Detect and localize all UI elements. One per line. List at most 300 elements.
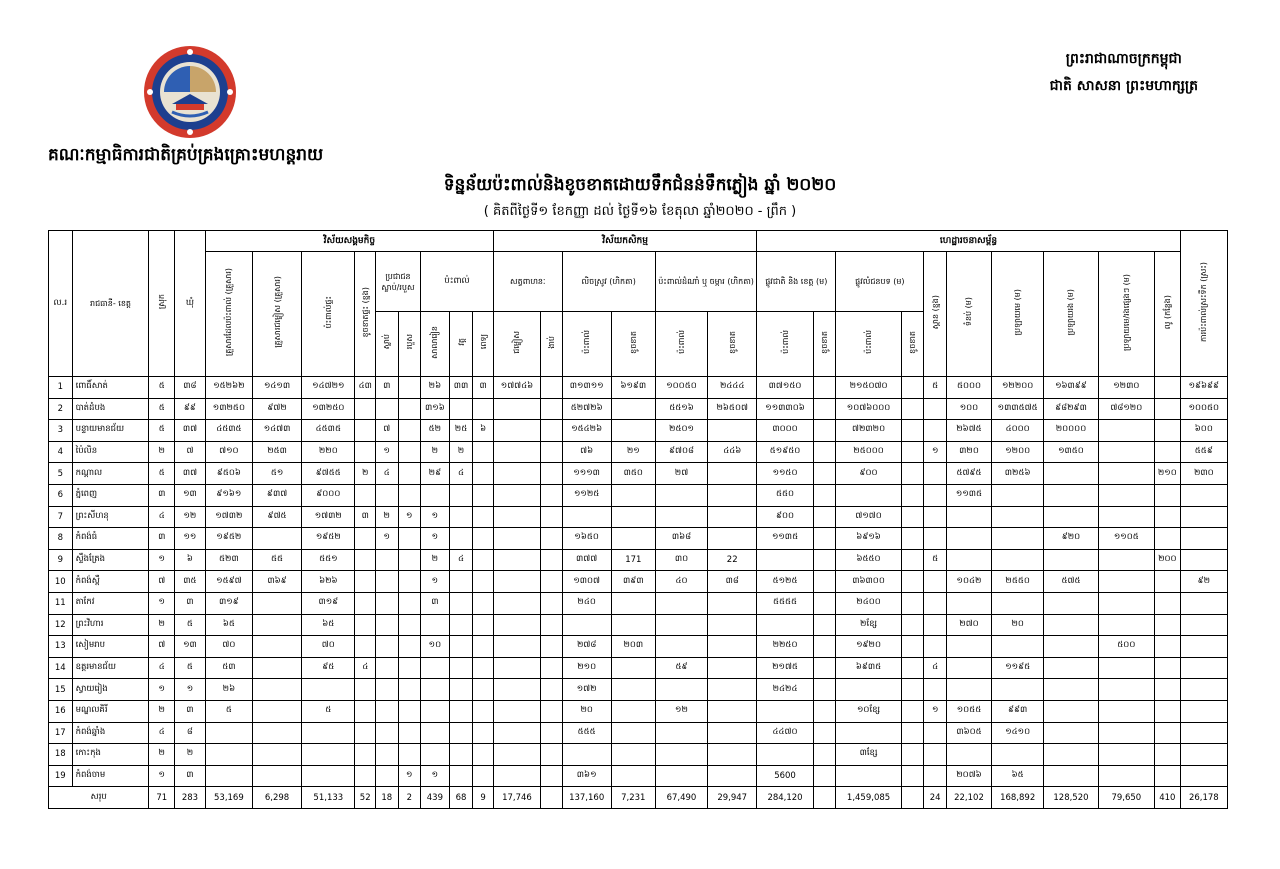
table-cell: ៤: [149, 657, 175, 679]
table-cell: ១១៣៣០៦: [757, 398, 813, 420]
table-cell: ២០០: [1155, 549, 1181, 571]
table-cell: ៦៩១៦: [836, 528, 902, 550]
row-number: 14: [49, 657, 73, 679]
table-cell: [901, 528, 924, 550]
table-cell: ១១៣៥: [757, 528, 813, 550]
table-cell: ១០ខ្សែ: [836, 700, 902, 722]
table-cell: ១: [375, 441, 398, 463]
row-number: 8: [49, 528, 73, 550]
table-cell: ៥៧៩៥: [946, 463, 991, 485]
table-cell: ៤: [449, 463, 473, 485]
table-cell: [708, 420, 757, 442]
table-cell: ១២២០០: [992, 377, 1044, 399]
table-cell: [813, 528, 836, 550]
table-cell: [398, 679, 421, 701]
col-ponds: ការប៉ះពាល់ស្រះទឹក (ស្រះ): [1180, 231, 1227, 377]
table-cell: [1098, 744, 1154, 766]
col-rural-road-damaged: ខូចខាត: [901, 312, 924, 377]
table-cell: ២៤០: [562, 592, 611, 614]
table-cell: [1098, 506, 1154, 528]
group-infra: ហេដ្ឋារចនាសម្ព័ន្ធ: [757, 231, 1180, 252]
table-cell: ២០: [992, 614, 1044, 636]
table-cell: [1180, 549, 1227, 571]
table-cell: [813, 614, 836, 636]
table-cell: [813, 636, 836, 658]
flood-impact-table: [48, 230, 1228, 809]
table-cell: [541, 463, 563, 485]
table-cell: ២៦: [205, 679, 252, 701]
table-row: [49, 722, 1228, 744]
table-cell: ៧: [149, 636, 175, 658]
row-number: 12: [49, 614, 73, 636]
col-rural-road-affected: ប៉ះពាល់: [836, 312, 902, 377]
table-cell: ៦៥៥០: [836, 549, 902, 571]
table-cell: ១១០៥: [1098, 528, 1154, 550]
table-cell: ៩៧៥: [252, 506, 301, 528]
table-cell: [1180, 700, 1227, 722]
table-cell: [813, 506, 836, 528]
table-cell: ២៧៨: [562, 636, 611, 658]
table-cell: ៧៨១២០: [1098, 398, 1154, 420]
table-cell: ១១៩៥: [992, 657, 1044, 679]
table-cell: [1098, 549, 1154, 571]
table-row: [49, 614, 1228, 636]
table-cell: [611, 765, 655, 787]
table-cell: [421, 744, 450, 766]
table-cell: ៤០០០: [992, 420, 1044, 442]
table-cell: [757, 744, 813, 766]
table-cell: ១៤៧២១: [302, 377, 355, 399]
table-cell: [1155, 744, 1181, 766]
table-cell: [493, 700, 540, 722]
total-cell: [541, 787, 563, 809]
total-cell: [813, 787, 836, 809]
table-cell: [252, 744, 301, 766]
table-cell: ៣២៥៦: [992, 463, 1044, 485]
table-cell: ១៥៤២៦: [562, 420, 611, 442]
table-cell: ៩៧២: [252, 398, 301, 420]
table-cell: [355, 549, 376, 571]
table-cell: ១: [398, 765, 421, 787]
table-cell: [1044, 592, 1098, 614]
table-cell: ៦៥: [992, 765, 1044, 787]
table-cell: [398, 636, 421, 658]
total-cell: [901, 787, 924, 809]
table-cell: ១១៣៥: [946, 484, 991, 506]
table-cell: ២: [149, 700, 175, 722]
row-number: 6: [49, 484, 73, 506]
table-cell: [655, 636, 707, 658]
col-dead: ស្លាប់: [375, 312, 398, 377]
table-cell: [398, 549, 421, 571]
table-cell: [493, 398, 540, 420]
table-cell: [946, 744, 991, 766]
table-cell: ៥១: [252, 463, 301, 485]
table-cell: ១០៥៥: [946, 700, 991, 722]
table-cell: ១០: [421, 636, 450, 658]
table-cell: ៥: [149, 377, 175, 399]
table-cell: [541, 765, 563, 787]
table-cell: ១: [175, 679, 206, 701]
total-cell: 2: [398, 787, 421, 809]
table-cell: ៣ខ្សែ: [836, 744, 902, 766]
table-cell: [252, 528, 301, 550]
table-cell: [924, 463, 947, 485]
table-cell: [473, 571, 494, 593]
table-cell: [901, 679, 924, 701]
table-cell: ១: [924, 441, 947, 463]
table-cell: ៣៦៣០០: [836, 571, 902, 593]
table-cell: ៥: [302, 700, 355, 722]
table-cell: [813, 657, 836, 679]
table-cell: [836, 679, 902, 701]
total-cell: 283: [175, 787, 206, 809]
col-crop-damaged: ខូចខាត: [708, 312, 757, 377]
table-cell: [473, 636, 494, 658]
col-houses-damaged: ខូចខាតផ្ទះ (ខ្នង): [355, 252, 376, 377]
table-cell: ៤: [355, 657, 376, 679]
table-cell: [355, 571, 376, 593]
table-row: [49, 700, 1228, 722]
table-cell: [398, 377, 421, 399]
table-cell: ៥៥៩: [1180, 441, 1227, 463]
table-cell: ៤: [149, 506, 175, 528]
table-cell: [375, 614, 398, 636]
table-cell: [901, 700, 924, 722]
province-name: កំពង់ស្ពឺ: [72, 571, 149, 593]
table-cell: [611, 657, 655, 679]
table-cell: ១៤១០: [992, 722, 1044, 744]
table-cell: [541, 700, 563, 722]
table-cell: [1155, 679, 1181, 701]
table-cell: ១៦៣៩៩: [1044, 377, 1098, 399]
table-cell: ៣: [175, 700, 206, 722]
table-cell: ៣៥០: [611, 463, 655, 485]
table-cell: ២៥៥០: [992, 571, 1044, 593]
table-cell: ២២៥០: [757, 636, 813, 658]
total-cell: 51,133: [302, 787, 355, 809]
table-cell: ៥៥១: [302, 549, 355, 571]
table-cell: [611, 700, 655, 722]
table-cell: [1044, 765, 1098, 787]
kingdom-motto: [1050, 46, 1198, 100]
table-cell: [992, 528, 1044, 550]
table-cell: [1180, 506, 1227, 528]
table-cell: ៥៣: [205, 657, 252, 679]
table-cell: [992, 636, 1044, 658]
table-cell: ២៥: [449, 420, 473, 442]
table-cell: [1098, 592, 1154, 614]
table-cell: [946, 636, 991, 658]
table-cell: [1044, 744, 1098, 766]
total-cell: 68: [449, 787, 473, 809]
ncdm-logo: [142, 44, 238, 140]
table-cell: [1155, 420, 1181, 442]
table-cell: ២: [149, 441, 175, 463]
table-cell: [901, 657, 924, 679]
table-cell: [355, 528, 376, 550]
table-cell: ២៥០០០: [836, 441, 902, 463]
table-cell: [813, 549, 836, 571]
row-number: 17: [49, 722, 73, 744]
table-cell: [541, 420, 563, 442]
table-cell: [611, 744, 655, 766]
table-cell: [355, 679, 376, 701]
row-number: 11: [49, 592, 73, 614]
table-cell: [611, 484, 655, 506]
table-cell: [493, 657, 540, 679]
table-cell: [398, 700, 421, 722]
total-cell: 52: [355, 787, 376, 809]
table-cell: ៣៦៨: [655, 528, 707, 550]
table-cell: ៤៥៣៥: [205, 420, 252, 442]
province-name: ព្រះវិហារ: [72, 614, 149, 636]
table-cell: [1044, 679, 1098, 701]
table-cell: [1098, 420, 1154, 442]
table-cell: [541, 614, 563, 636]
table-row: [49, 441, 1228, 463]
table-cell: [836, 765, 902, 787]
col-district: ស្រុក: [149, 231, 175, 377]
table-cell: [421, 700, 450, 722]
table-row: [49, 420, 1228, 442]
col-bridges: ស្ពាន (ខ្នង): [924, 252, 947, 377]
table-cell: [541, 679, 563, 701]
province-name: កណ្ដាល: [72, 463, 149, 485]
col-pagodas: វត្ត: [449, 312, 473, 377]
table-cell: [708, 744, 757, 766]
table-row: [49, 636, 1228, 658]
table-cell: ១៧៣២: [302, 506, 355, 528]
table-cell: [541, 549, 563, 571]
table-cell: [398, 528, 421, 550]
table-cell: ៣: [149, 528, 175, 550]
row-number: 16: [49, 700, 73, 722]
table-cell: ៣៩៣: [611, 571, 655, 593]
table-cell: ២២០: [302, 441, 355, 463]
kingdom-line-2: ជាតិ សាសនា ព្រះមហាក្សត្រ: [1049, 78, 1198, 94]
table-cell: ៣១៩: [205, 592, 252, 614]
table-cell: [375, 744, 398, 766]
table-cell: [493, 592, 540, 614]
table-cell: [708, 700, 757, 722]
total-cell: 137,160: [562, 787, 611, 809]
table-cell: [924, 420, 947, 442]
table-cell: [813, 679, 836, 701]
table-cell: ៤៥៣៥: [302, 420, 355, 442]
table-cell: [1180, 679, 1227, 701]
table-cell: ១៣: [175, 484, 206, 506]
table-cell: [375, 549, 398, 571]
table-cell: [398, 463, 421, 485]
province-name: ឧត្ដរមានជ័យ: [72, 657, 149, 679]
col-injured: របួស: [398, 312, 421, 377]
table-cell: ៤៤៧០: [757, 722, 813, 744]
table-cell: [1155, 398, 1181, 420]
col-culverts: លូ (កន្លែង): [1155, 252, 1181, 377]
table-cell: [1044, 614, 1098, 636]
table-cell: [611, 614, 655, 636]
table-cell: [398, 744, 421, 766]
table-cell: ១: [924, 700, 947, 722]
table-cell: ៣៧១៥០: [757, 377, 813, 399]
table-cell: ៧១០: [205, 441, 252, 463]
province-name: កំពង់ចាម: [72, 765, 149, 787]
table-cell: [924, 506, 947, 528]
table-cell: ៧០: [205, 636, 252, 658]
table-cell: [655, 722, 707, 744]
total-cell: 284,120: [757, 787, 813, 809]
table-cell: [449, 571, 473, 593]
table-cell: ៥២៣: [205, 549, 252, 571]
table-cell: ៦០០: [1180, 420, 1227, 442]
table-cell: [924, 679, 947, 701]
table-cell: [813, 765, 836, 787]
table-cell: [655, 506, 707, 528]
table-cell: ១៩២០: [836, 636, 902, 658]
table-row: [49, 398, 1228, 420]
table-cell: [541, 398, 563, 420]
table-cell: [1098, 722, 1154, 744]
col-houses: ប៉ះពាល់ផ្ទះ: [302, 252, 355, 377]
table-cell: ១: [149, 679, 175, 701]
table-cell: ១: [149, 592, 175, 614]
table-cell: [473, 614, 494, 636]
table-cell: ១២: [655, 700, 707, 722]
table-cell: [946, 549, 991, 571]
table-cell: [1155, 614, 1181, 636]
table-cell: [813, 420, 836, 442]
province-name: កោះកុង: [72, 744, 149, 766]
table-cell: ២៩: [421, 463, 450, 485]
table-cell: [901, 765, 924, 787]
table-cell: ២០០០០: [1044, 420, 1098, 442]
table-cell: [924, 765, 947, 787]
table-cell: [708, 463, 757, 485]
table-cell: ៧: [149, 571, 175, 593]
table-cell: [813, 463, 836, 485]
table-cell: ៣៦៩: [252, 571, 301, 593]
table-cell: [901, 398, 924, 420]
row-number: 4: [49, 441, 73, 463]
table-cell: ២១: [611, 441, 655, 463]
table-cell: [1180, 765, 1227, 787]
table-cell: [611, 398, 655, 420]
col-crop-affected: ប៉ះពាល់: [655, 312, 707, 377]
table-cell: ៣១៩: [302, 592, 355, 614]
table-cell: ១៧៣២: [205, 506, 252, 528]
table-cell: ៣: [421, 592, 450, 614]
table-cell: ៥: [149, 398, 175, 420]
table-cell: [252, 657, 301, 679]
table-cell: ៣៦០៥: [946, 722, 991, 744]
table-cell: [541, 528, 563, 550]
table-cell: [924, 744, 947, 766]
table-cell: ២០៣: [611, 636, 655, 658]
total-cell: 410: [1155, 787, 1181, 809]
table-cell: [473, 657, 494, 679]
table-cell: ១១១៣: [562, 463, 611, 485]
table-cell: [473, 506, 494, 528]
table-cell: [421, 614, 450, 636]
table-cell: [398, 592, 421, 614]
total-cell: 168,892: [992, 787, 1044, 809]
table-cell: ២០៧៦: [946, 765, 991, 787]
table-cell: [813, 571, 836, 593]
table-cell: ៣៨: [708, 571, 757, 593]
table-cell: ១៣: [175, 636, 206, 658]
table-cell: [757, 700, 813, 722]
table-cell: ៤៣: [355, 377, 376, 399]
province-name: បន្ទាយមានជ័យ: [72, 420, 149, 442]
table-cell: ១០៤២: [946, 571, 991, 593]
table-cell: ២៦៧៥: [946, 420, 991, 442]
table-cell: [473, 463, 494, 485]
table-cell: ៥: [175, 657, 206, 679]
table-cell: ២៧: [655, 463, 707, 485]
table-cell: ១០០: [946, 398, 991, 420]
col-rural-road: ផ្លូវលំជនបទ (ម): [836, 252, 924, 312]
table-cell: ៣៧៧: [562, 549, 611, 571]
province-name: កំពង់ឆ្នាំង: [72, 722, 149, 744]
table-cell: ៩៧០៨: [655, 441, 707, 463]
table-cell: ៤៤៦: [708, 441, 757, 463]
table-cell: ១: [398, 506, 421, 528]
table-cell: [708, 484, 757, 506]
table-cell: ២៤២៤: [757, 679, 813, 701]
table-cell: [1180, 592, 1227, 614]
table-cell: [1180, 744, 1227, 766]
table-cell: [541, 441, 563, 463]
table-cell: ៣៥: [175, 571, 206, 593]
table-cell: ១៤១៣: [252, 377, 301, 399]
group-agri: វិស័យកសិកម្ម: [493, 231, 756, 252]
col-livestock-b: ងាប់: [541, 312, 563, 377]
table-cell: [1044, 636, 1098, 658]
table-cell: [901, 571, 924, 593]
table-cell: ២៥៣: [252, 441, 301, 463]
table-cell: ៩២០: [1044, 528, 1098, 550]
table-cell: ២: [421, 441, 450, 463]
table-cell: [1180, 528, 1227, 550]
table-cell: ៤: [924, 657, 947, 679]
table-cell: [1155, 484, 1181, 506]
table-cell: ១២: [175, 506, 206, 528]
table-cell: [493, 765, 540, 787]
table-cell: [252, 592, 301, 614]
table-cell: [398, 614, 421, 636]
table-cell: [1180, 484, 1227, 506]
table-cell: [493, 441, 540, 463]
col-province: រាជធានី- ខេត្ត: [72, 231, 149, 377]
table-cell: ៧២៣២០: [836, 420, 902, 442]
row-number: 1: [49, 377, 73, 399]
table-cell: ៤០: [655, 571, 707, 593]
table-cell: [449, 744, 473, 766]
table-cell: [1180, 657, 1227, 679]
table-cell: ៥៥៥: [562, 722, 611, 744]
table-cell: [493, 549, 540, 571]
table-cell: ៩៨២៩៣: [1044, 398, 1098, 420]
table-row: [49, 549, 1228, 571]
table-cell: [355, 614, 376, 636]
col-schools: សាលារៀន: [421, 312, 450, 377]
table-cell: [355, 441, 376, 463]
table-cell: [375, 700, 398, 722]
table-cell: [252, 636, 301, 658]
table-cell: [449, 700, 473, 722]
table-cell: ២: [421, 549, 450, 571]
